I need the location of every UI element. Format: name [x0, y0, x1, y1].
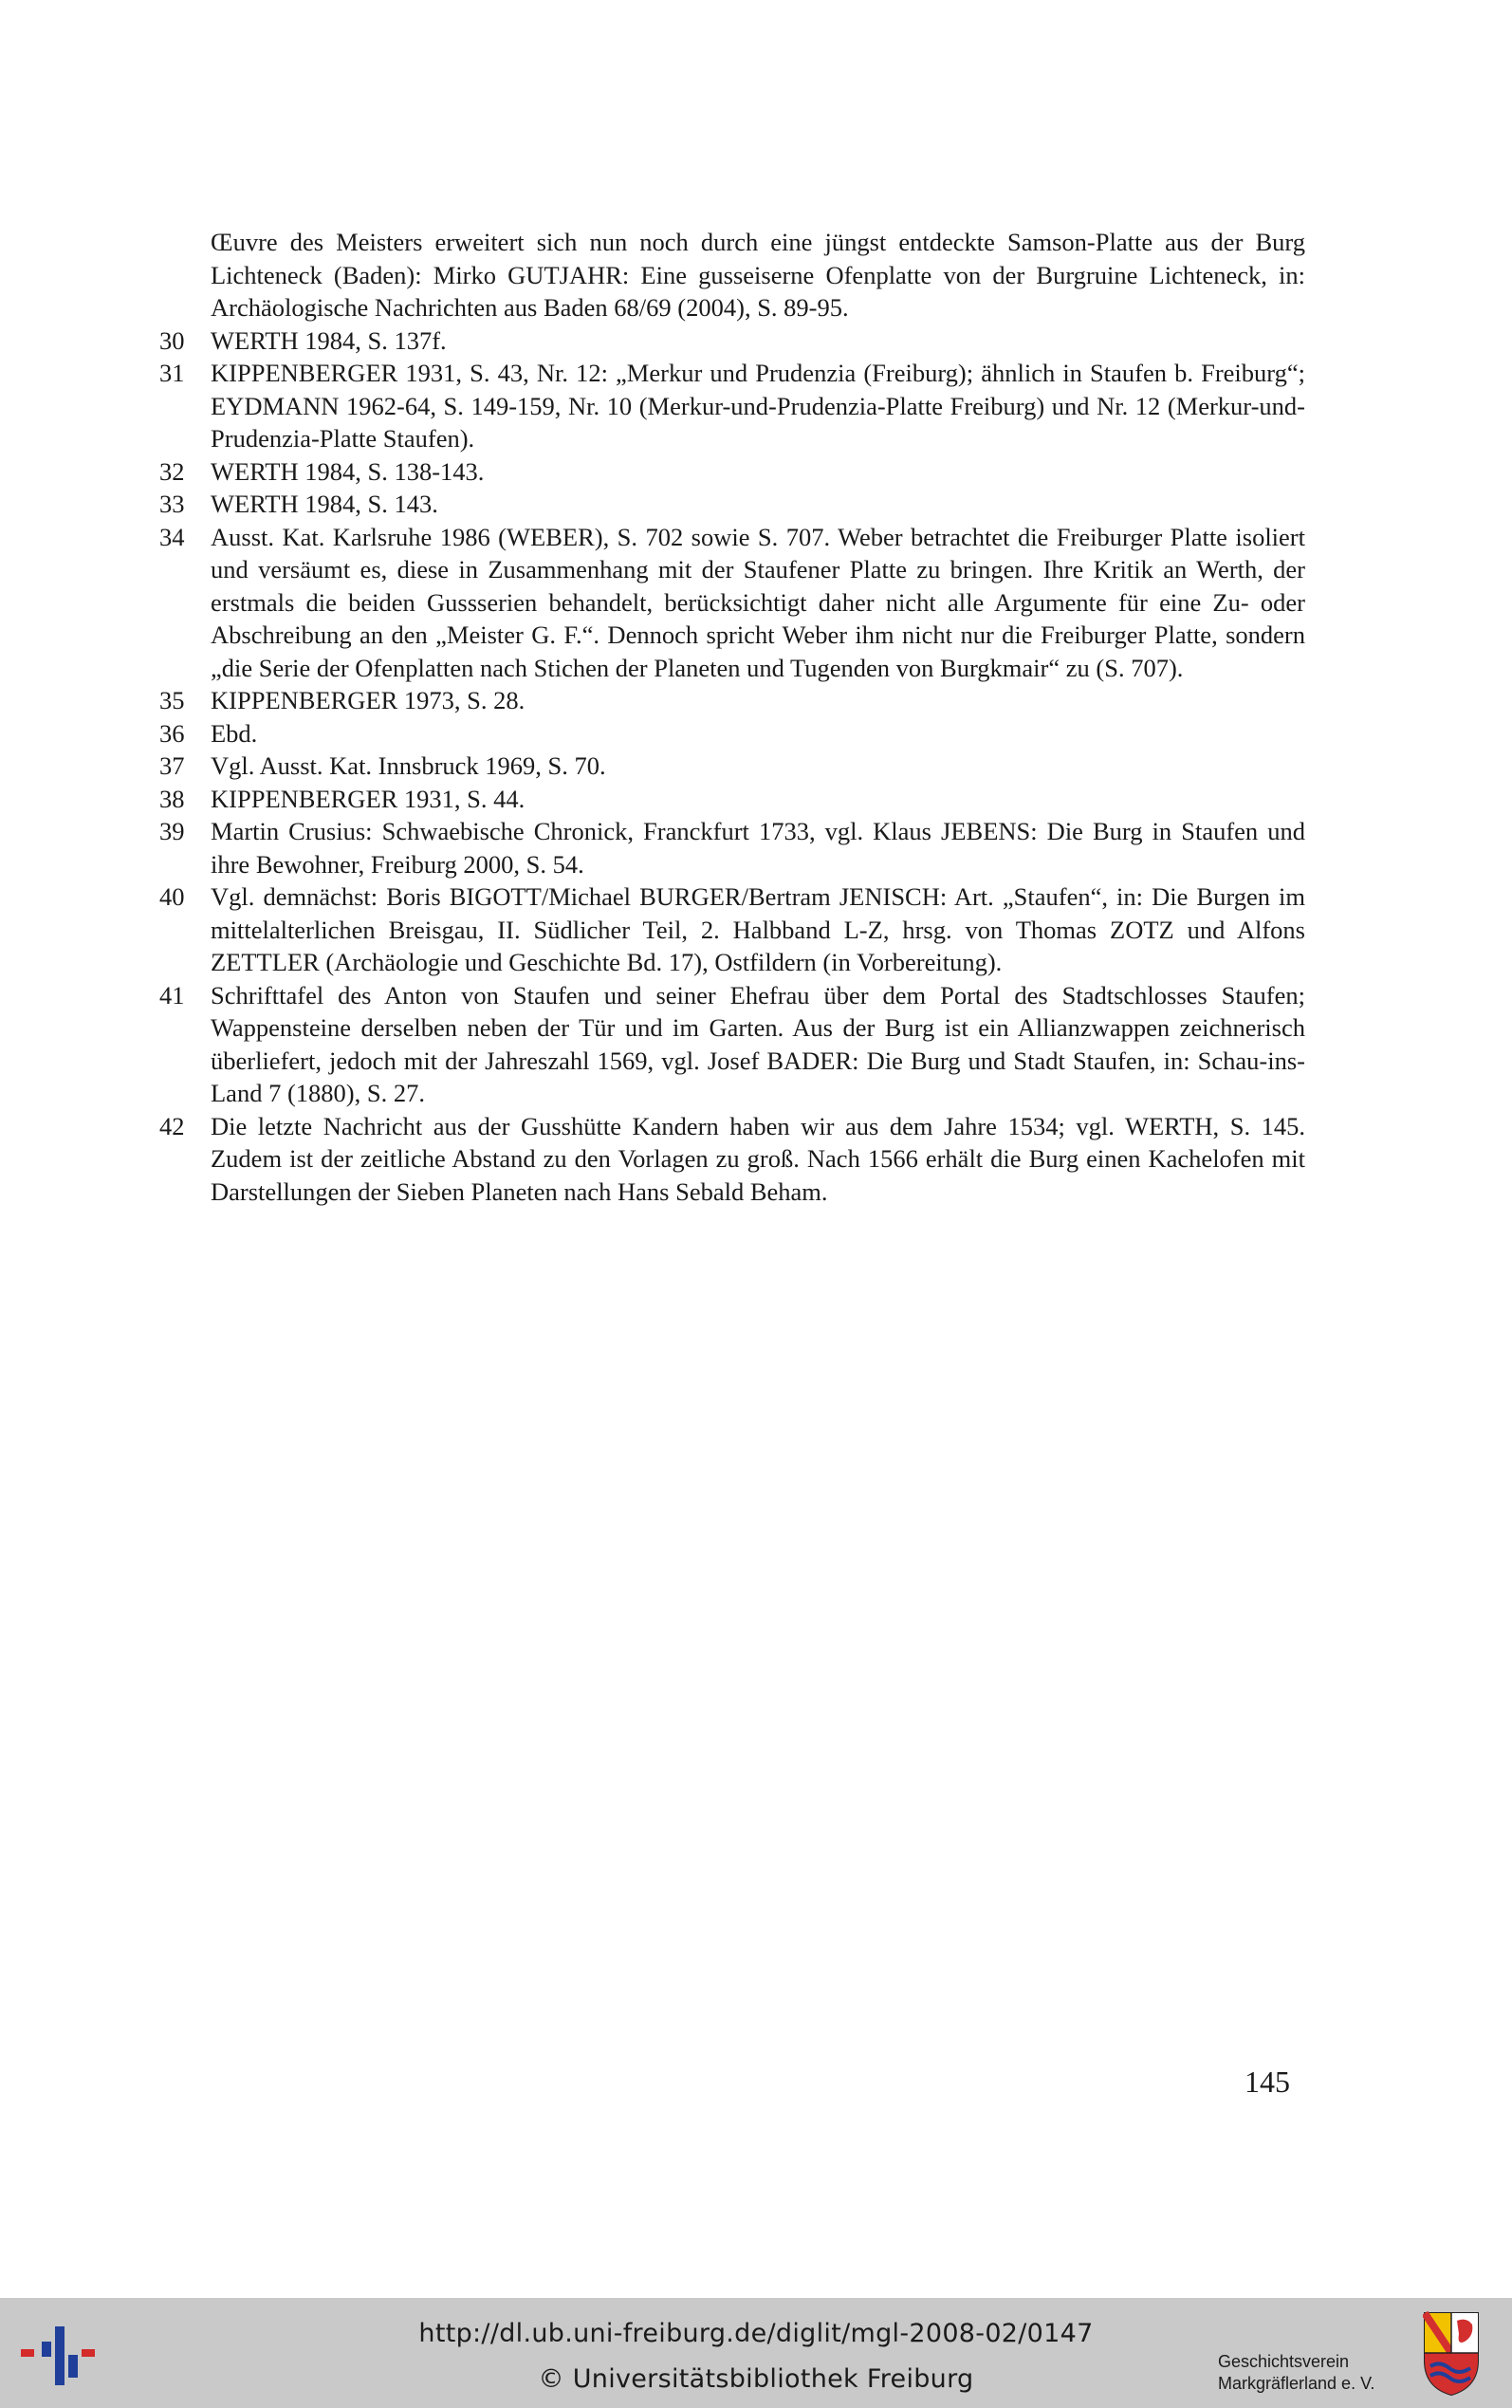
footnote-31	[159, 357, 1305, 455]
footnote-text: Ebd.	[211, 718, 258, 748]
footnote-32	[159, 455, 1305, 489]
footnote-number: 38	[159, 784, 185, 813]
footnote-number: 33	[159, 490, 185, 518]
footnote-number: 40	[159, 882, 185, 911]
footnote-text: WERTH 1984, S. 143.	[211, 490, 438, 518]
footnote-41	[159, 979, 1305, 1110]
footnotes	[159, 226, 1305, 1208]
footnote-30	[159, 324, 1305, 358]
footnote-33	[159, 488, 1305, 521]
footnote-number: 32	[159, 456, 185, 486]
page-number: 145	[1245, 2065, 1290, 2099]
coat-of-arms-icon	[1423, 2311, 1480, 2397]
document-url[interactable]: http://dl.ub.uni-freiburg.de/diglit/mgl-2008-02/0147	[418, 2319, 1094, 2348]
footnote-text: Vgl. demnächst: Boris BIGOTT/Michael BURGER/Bertram JENISCH: Art. „Staufen“, in: Die Burgen im mittelalterlichen Breisgau, II. Südlicher Teil, 2. Halbband L-Z, hrsg. von Thomas ZOTZ und Alfons ZETTLER (Archäologie und Geschichte Bd. 17), Ostfildern (in Vorbereitung).	[211, 882, 1305, 976]
footnote-number: 42	[159, 1111, 185, 1140]
footnote-39	[159, 815, 1305, 880]
footnote-34	[159, 521, 1305, 685]
footnote-number: 31	[159, 359, 185, 387]
footnote-text: Schrifttafel des Anton von Staufen und seiner Ehefrau über dem Portal des Stadtschlosses Staufen; Wappensteine derselben neben der Tür und im Garten. Aus der Burg ist ein Allianzwappen zeichnerisch überliefert, jedoch mit der Jahreszahl 1569, vgl. Josef BADER: Die Burg und Stadt Staufen, in: Schau-ins-Land 7 (1880), S. 27.	[211, 980, 1305, 1107]
society-name	[1218, 2351, 1374, 2395]
footnote-continuation	[159, 226, 1305, 324]
footnote-number: 34	[159, 522, 185, 551]
footnote-number: 39	[159, 817, 185, 845]
footnote-text: WERTH 1984, S. 137f.	[211, 325, 447, 355]
footnote-37	[159, 750, 1305, 783]
footnote-text: KIPPENBERGER 1973, S. 28.	[211, 686, 526, 714]
footnote-text: KIPPENBERGER 1931, S. 43, Nr. 12: „Merkur und Prudenzia (Freiburg); ähnlich in Staufen b. Freiburg“; EYDMANN 1962-64, S. 149-159, Nr. 10 (Merkur-und-Prudenzia-Platte Freiburg) und Nr. 12 (Merkur-und-Prudenzia-Platte Staufen).	[211, 359, 1305, 453]
footnote-42	[159, 1110, 1305, 1209]
copyright-notice: © Universitätsbibliothek Freiburg	[538, 2364, 974, 2394]
footer-bar	[0, 2298, 1512, 2408]
footnote-36	[159, 717, 1305, 750]
footnote-number: 30	[159, 325, 185, 355]
society-name-line2: Markgräflerland e. V.	[1218, 2374, 1375, 2393]
footnote-35	[159, 684, 1305, 717]
footnote-40	[159, 880, 1305, 979]
footnote-text: Die letzte Nachricht aus der Gusshütte Kandern haben wir aus dem Jahre 1534; vgl. WERTH, S. 145. Zudem ist der zeitliche Abstand zu den Vorlagen zu groß. Nach 1566 erhält die Burg einen Kachelofen mit Darstellungen der Sieben Planeten nach Hans Sebald Beham.	[211, 1111, 1305, 1206]
footnote-number: 36	[159, 718, 185, 748]
footnote-number: 35	[159, 686, 185, 714]
footnote-number: 37	[159, 751, 185, 780]
footnote-text: Martin Crusius: Schwaebische Chronick, Franckfurt 1733, vgl. Klaus JEBENS: Die Burg in Staufen und ihre Bewohner, Freiburg 2000, S. 54.	[211, 817, 1305, 879]
footnote-number: 41	[159, 980, 185, 1010]
footnote-38	[159, 783, 1305, 816]
footnote-text: Vgl. Ausst. Kat. Innsbruck 1969, S. 70.	[211, 751, 606, 780]
footnote-text: KIPPENBERGER 1931, S. 44.	[211, 784, 526, 813]
footnote-text: Œuvre des Meisters erweitert sich nun noch durch eine jüngst entdeckte Samson-Platte aus der Burg Lichteneck (Baden): Mirko GUTJAHR: Eine gusseiserne Ofenplatte von der Burgruine Lichteneck, in: Archäologische Nachrichten aus Baden 68/69 (2004), S. 89-95.	[211, 228, 1305, 322]
footnote-text: WERTH 1984, S. 138-143.	[211, 456, 485, 486]
society-name-line1: Geschichtsverein	[1218, 2352, 1350, 2371]
footnote-text: Ausst. Kat. Karlsruhe 1986 (WEBER), S. 702 sowie S. 707. Weber betrachtet die Freiburger Platte isoliert und versäumt es, diese in Zusammenhang mit der Staufener Platte zu bringen. Ihre Kritik an Werth, der erstmals die beiden Gussserien behandelt, berücksichtigt daher nicht alle Argumente für eine Zu- oder Abschreibung an den „Meister G. F.“. Dennoch spricht Weber ihm nicht nur die Freiburger Platte, sondern „die Serie der Ofenplatten nach Stichen der Planeten und Tugenden von Burgkmair“ zu (S. 707).	[211, 522, 1305, 682]
